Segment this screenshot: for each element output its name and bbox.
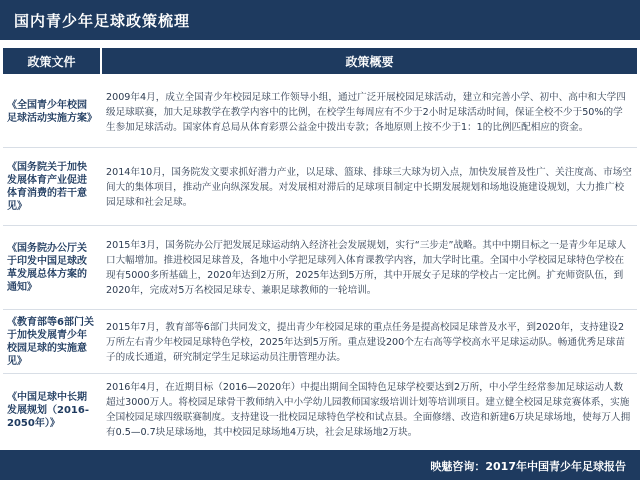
footer-bar: [0, 450, 640, 480]
header-summary: 政策概要: [102, 48, 637, 74]
policy-summary: 2015年3月，国务院办公厅把发展足球运动纳入经济社会发展规划，实行“三步走”战略。其中中期目标之一是青少年足球人口大幅增加。推进校园足球普及，各地中小学把足球列入体育课教学内容，加大学时比重。全国中小学校园足球特色学校在现有5000多所基础上，2020年达到2万所，2025年达到5万所，其中开展女子足球的学校占一定比例。扩充师资队伍，到2020年，完成对5万名校园足球专、兼职足球教师的一轮培训。: [106, 240, 627, 296]
table-row: [0, 226, 640, 310]
table-row: [0, 76, 640, 148]
policy-summary: 2015年7月，教育部等6部门共同发文，提出青少年校园足球的重点任务是提高校园足球普及水平，到2020年，支持建设2万所左右青少年校园足球特色学校，2025年达到5万所。重点建设200个左右高等学校高水平足球运动队。畅通优秀足球苗子的成长通道，研究制定学生足球运动员注册管理办法。: [106, 321, 625, 363]
title-bar: [0, 0, 640, 40]
policy-summary: 2014年10月，国务院发文要求抓好潜力产业，以足球、篮球、排球三大球为切入点，加快发展普及性广、关注度高、市场空间大的集体项目，推动产业向纵深发展。对发展相对滞后的足球项目制定中长期发展规划和场地设施建设规划，大力推广校园足球和社会足球。: [106, 166, 632, 208]
policy-table: [0, 76, 640, 446]
policy-name: 《国务院办公厅关于印发中国足球改革发展总体方案的通知》: [7, 243, 87, 293]
footer-source: 映魅咨询：2017年中国青少年足球报告: [430, 460, 626, 473]
policy-name: 《教育部等6部门关于加快发展青少年校园足球的实施意见》: [7, 317, 94, 367]
table-row: [0, 374, 640, 446]
policy-name: 《全国青少年校园足球活动实施方案》: [7, 100, 97, 124]
policy-name: 《国务院关于加快发展体育产业促进体育消费的若干意见》: [7, 162, 87, 212]
policy-summary: 2009年4月，成立全国青少年校园足球工作领导小组，通过广泛开展校园足球活动，建立和完善小学、初中、高中和大学四级足球联赛，加大足球教学在教学内容中的比例，在校学生每周应有不少于2小时足球活动时间，保证全校不少于50%的学生参加足球活动。国家体育总局从体育彩票公益金中拨出专款；各地原则上按不少于1：1的比例匹配相应的资金。: [106, 91, 626, 133]
table-header: [0, 48, 640, 74]
policy-name: 《中国足球中长期发展规划（2016-2050年）》: [7, 391, 89, 429]
policy-summary: 2016年4月，在近期目标（2016—2020年）中提出期间全国特色足球学校要达到2万所，中小学生经常参加足球运动人数超过3000万人。将校园足球骨干教师纳入中小学幼儿园教师国家级培训计划等培训项目。建立健全校园足球竞赛体系，实施全国校园足球四级联赛制度。支持建设一批校园足球特色学校和试点县。全面修缮、改造和新建6万块足球场地，使每万人拥有0.5—0.7块足球场地，其中校园足球场地4万块，社会足球场地2万块。: [106, 382, 631, 438]
page-title: 国内青少年足球政策梳理: [14, 12, 191, 30]
table-row: [0, 310, 640, 374]
header-policy: 政策文件: [3, 48, 100, 74]
table-row: [0, 148, 640, 226]
